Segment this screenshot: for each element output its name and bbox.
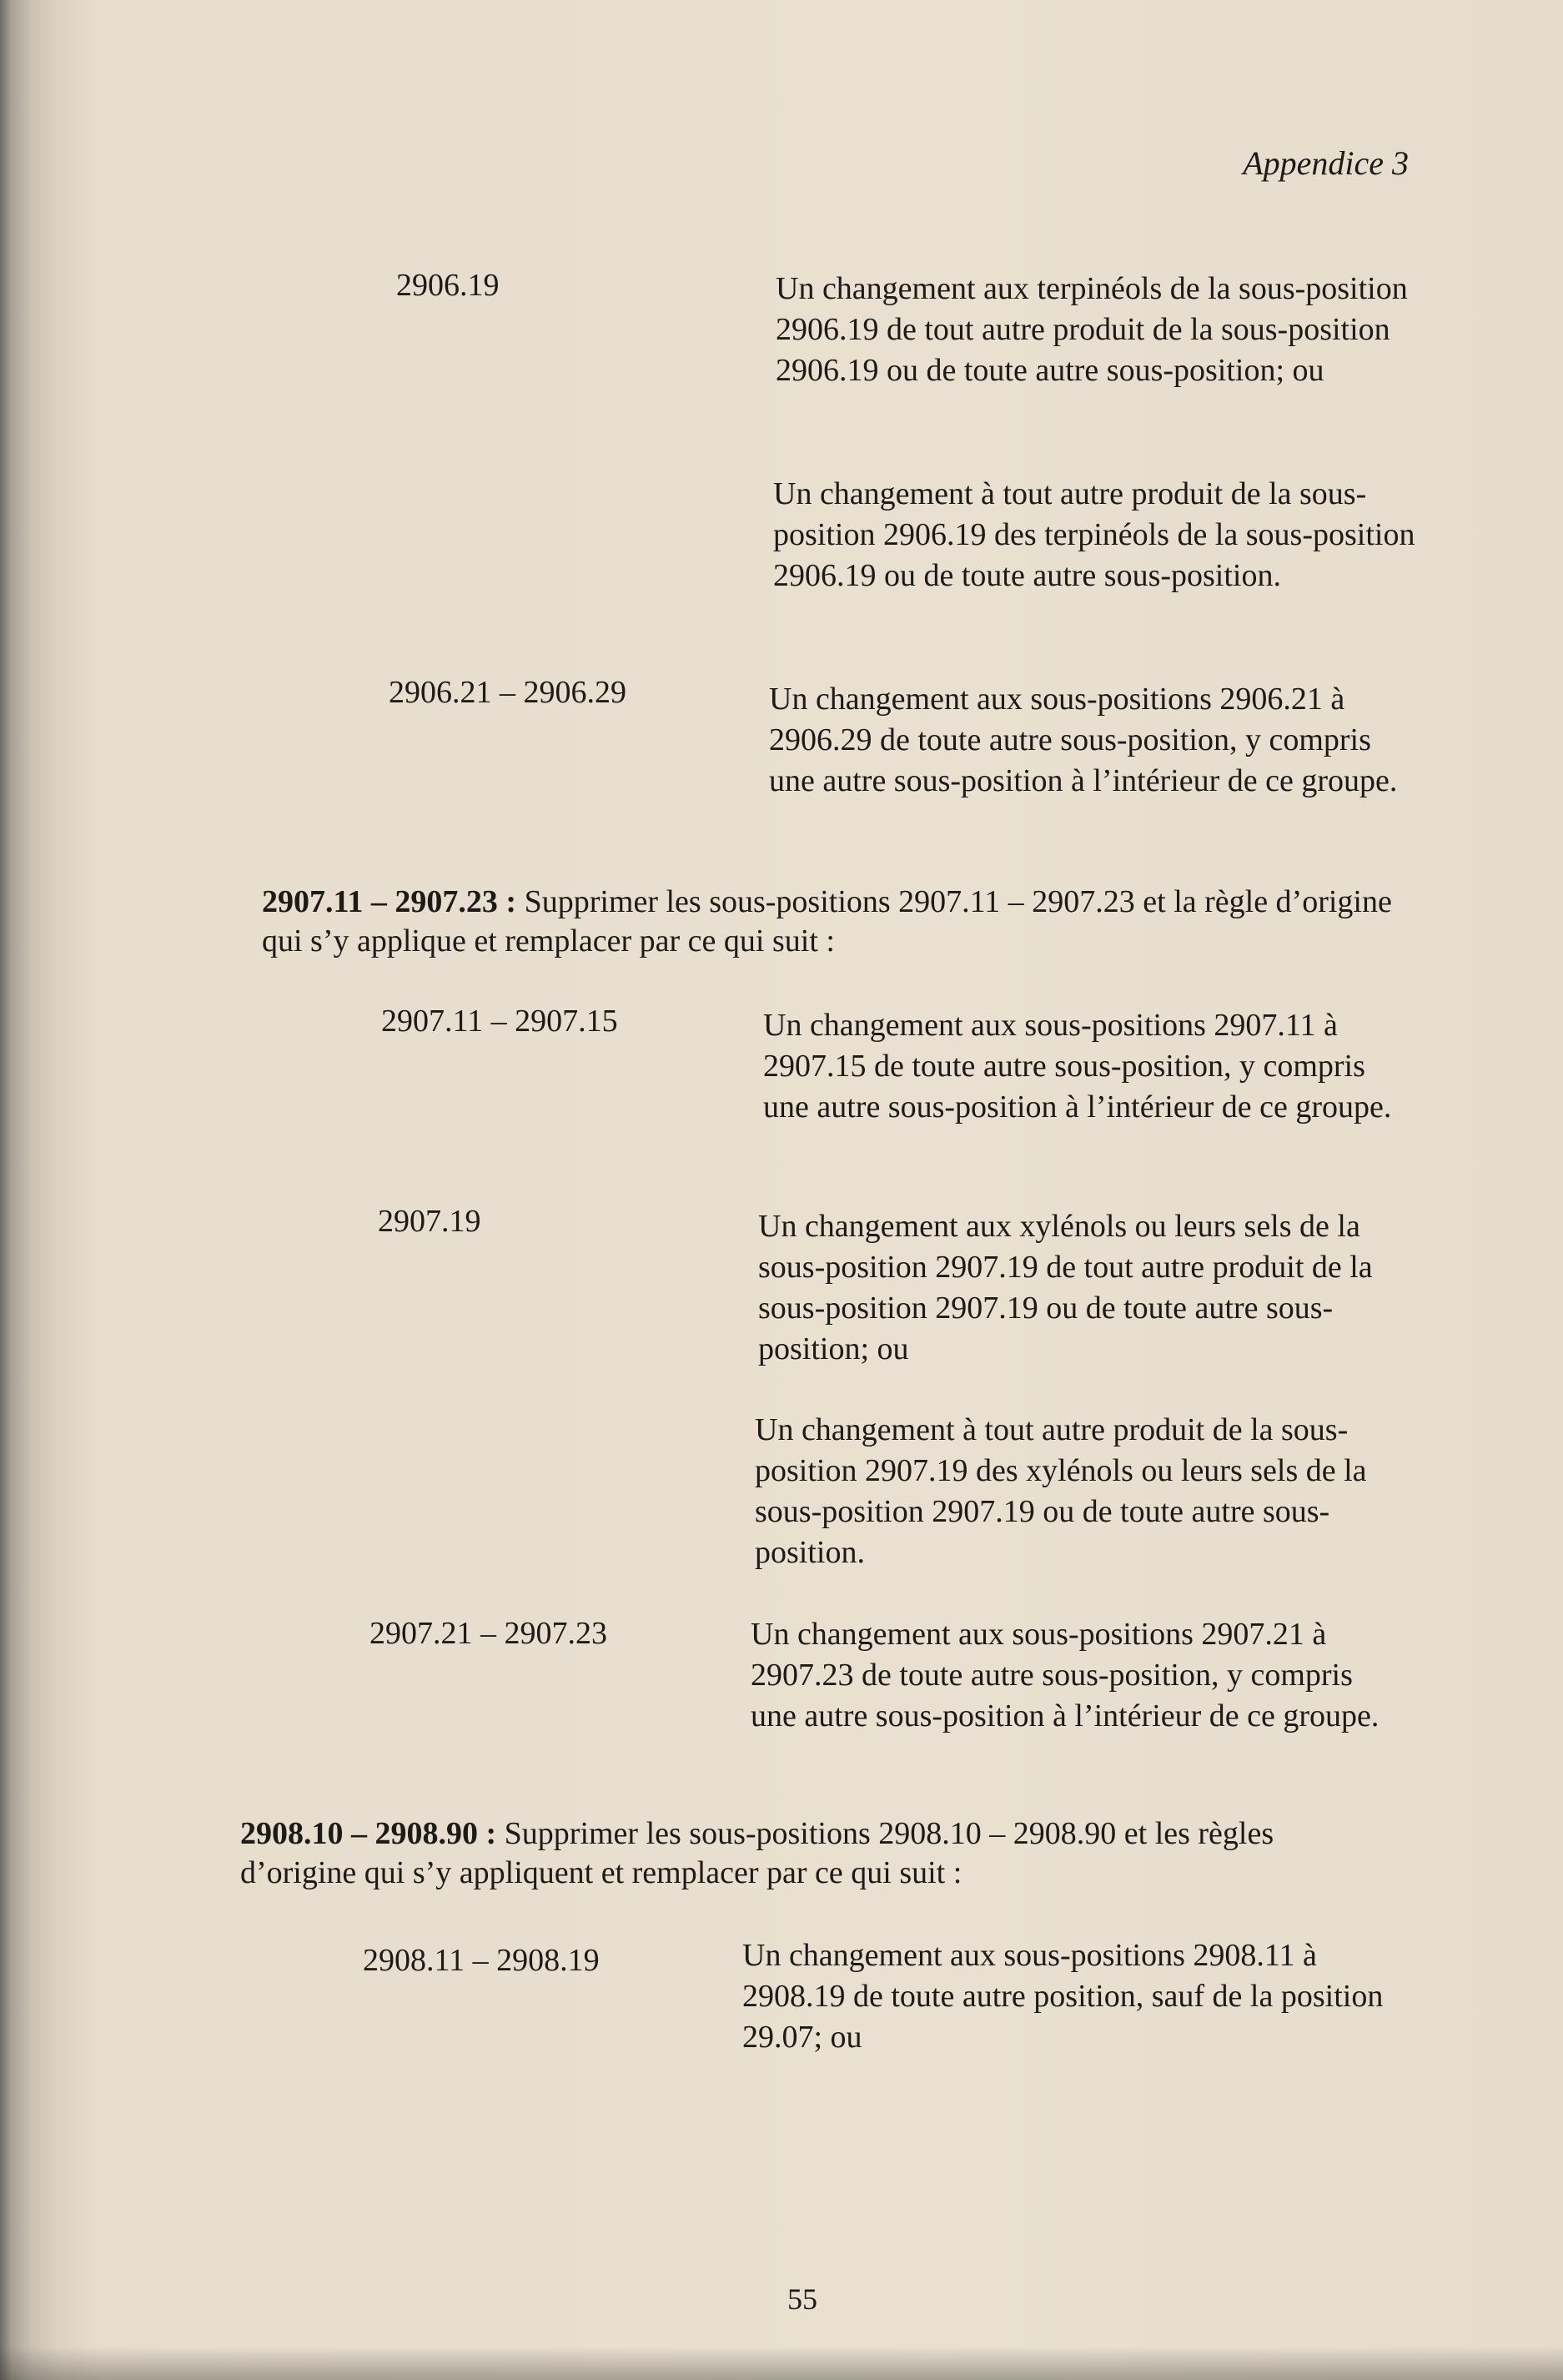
instruction-range: 2907.11 – 2907.23 : [262, 884, 517, 919]
rule-paragraph: Un changement à tout autre produit de la sous-position 2906.19 des terpinéols de la sous-position 2906.19 ou de toute autre sous-position. [773, 476, 1415, 593]
rule-paragraph: Un changement à tout autre produit de la sous-position 2907.19 des xylénols ou leurs sels de la sous-position 2907.19 ou de toute autre sous-position. [755, 1412, 1367, 1570]
rule-paragraph: Un changement aux sous-positions 2906.21 à 2906.29 de toute autre sous-position, y compris une autre sous-position à l’intérieur de ce groupe. [769, 682, 1398, 798]
amendment-instruction [262, 883, 1405, 961]
entry-description [751, 1614, 1401, 1737]
rule-paragraph: Un changement aux xylénols ou leurs sels de la sous-position 2907.19 de tout autre produit de la sous-position 2907.19 ou de toute autre sous-position; ou [758, 1209, 1373, 1366]
entry-code: 2907.21 – 2907.23 [369, 1616, 607, 1651]
rule-paragraph: Un changement aux sous-positions 2907.11 à 2907.15 de toute autre sous-position, y compris une autre sous-position à l’intérieur de ce groupe. [763, 1008, 1392, 1125]
entry-description [755, 1410, 1405, 1573]
entry-code: 2906.21 – 2906.29 [389, 675, 626, 710]
entry-code: 2908.11 – 2908.19 [363, 1943, 600, 1978]
entry-description [776, 269, 1426, 391]
amendment-instruction [240, 1814, 1358, 1893]
rule-paragraph: Un changement aux sous-positions 2908.11 à 2908.19 de toute autre position, sauf de la position 29.07; ou [742, 1938, 1384, 2055]
instruction-text: Supprimer les sous-positions 2907.11 – 2907.23 et la règle d’origine qui s’y applique et remplacer par ce qui suit : [262, 884, 1392, 959]
running-head: Appendice 3 [1243, 144, 1409, 182]
entry-code: 2907.19 [378, 1204, 481, 1239]
instruction-text: Supprimer les sous-positions 2908.10 – 2908.90 et les règles d’origine qui s’y appliquent et remplacer par ce qui suit : [240, 1816, 1274, 1890]
rule-paragraph: Un changement aux terpinéols de la sous-position 2906.19 de tout autre produit de la sous-position 2906.19 ou de toute autre sous-position; ou [776, 271, 1408, 388]
entry-description [769, 679, 1420, 802]
instruction-range: 2908.10 – 2908.90 : [240, 1816, 497, 1851]
entry-description [763, 1005, 1414, 1128]
entry-description [773, 474, 1424, 596]
rule-paragraph: Un changement aux sous-positions 2907.21 à 2907.23 de toute autre sous-position, y compris une autre sous-position à l’intérieur de ce groupe. [751, 1617, 1380, 1733]
entry-description [742, 1935, 1393, 2058]
page-number: 55 [787, 2282, 817, 2316]
entry-description [758, 1206, 1409, 1370]
entry-code: 2906.19 [396, 268, 500, 303]
entry-code: 2907.11 – 2907.15 [381, 1004, 618, 1039]
